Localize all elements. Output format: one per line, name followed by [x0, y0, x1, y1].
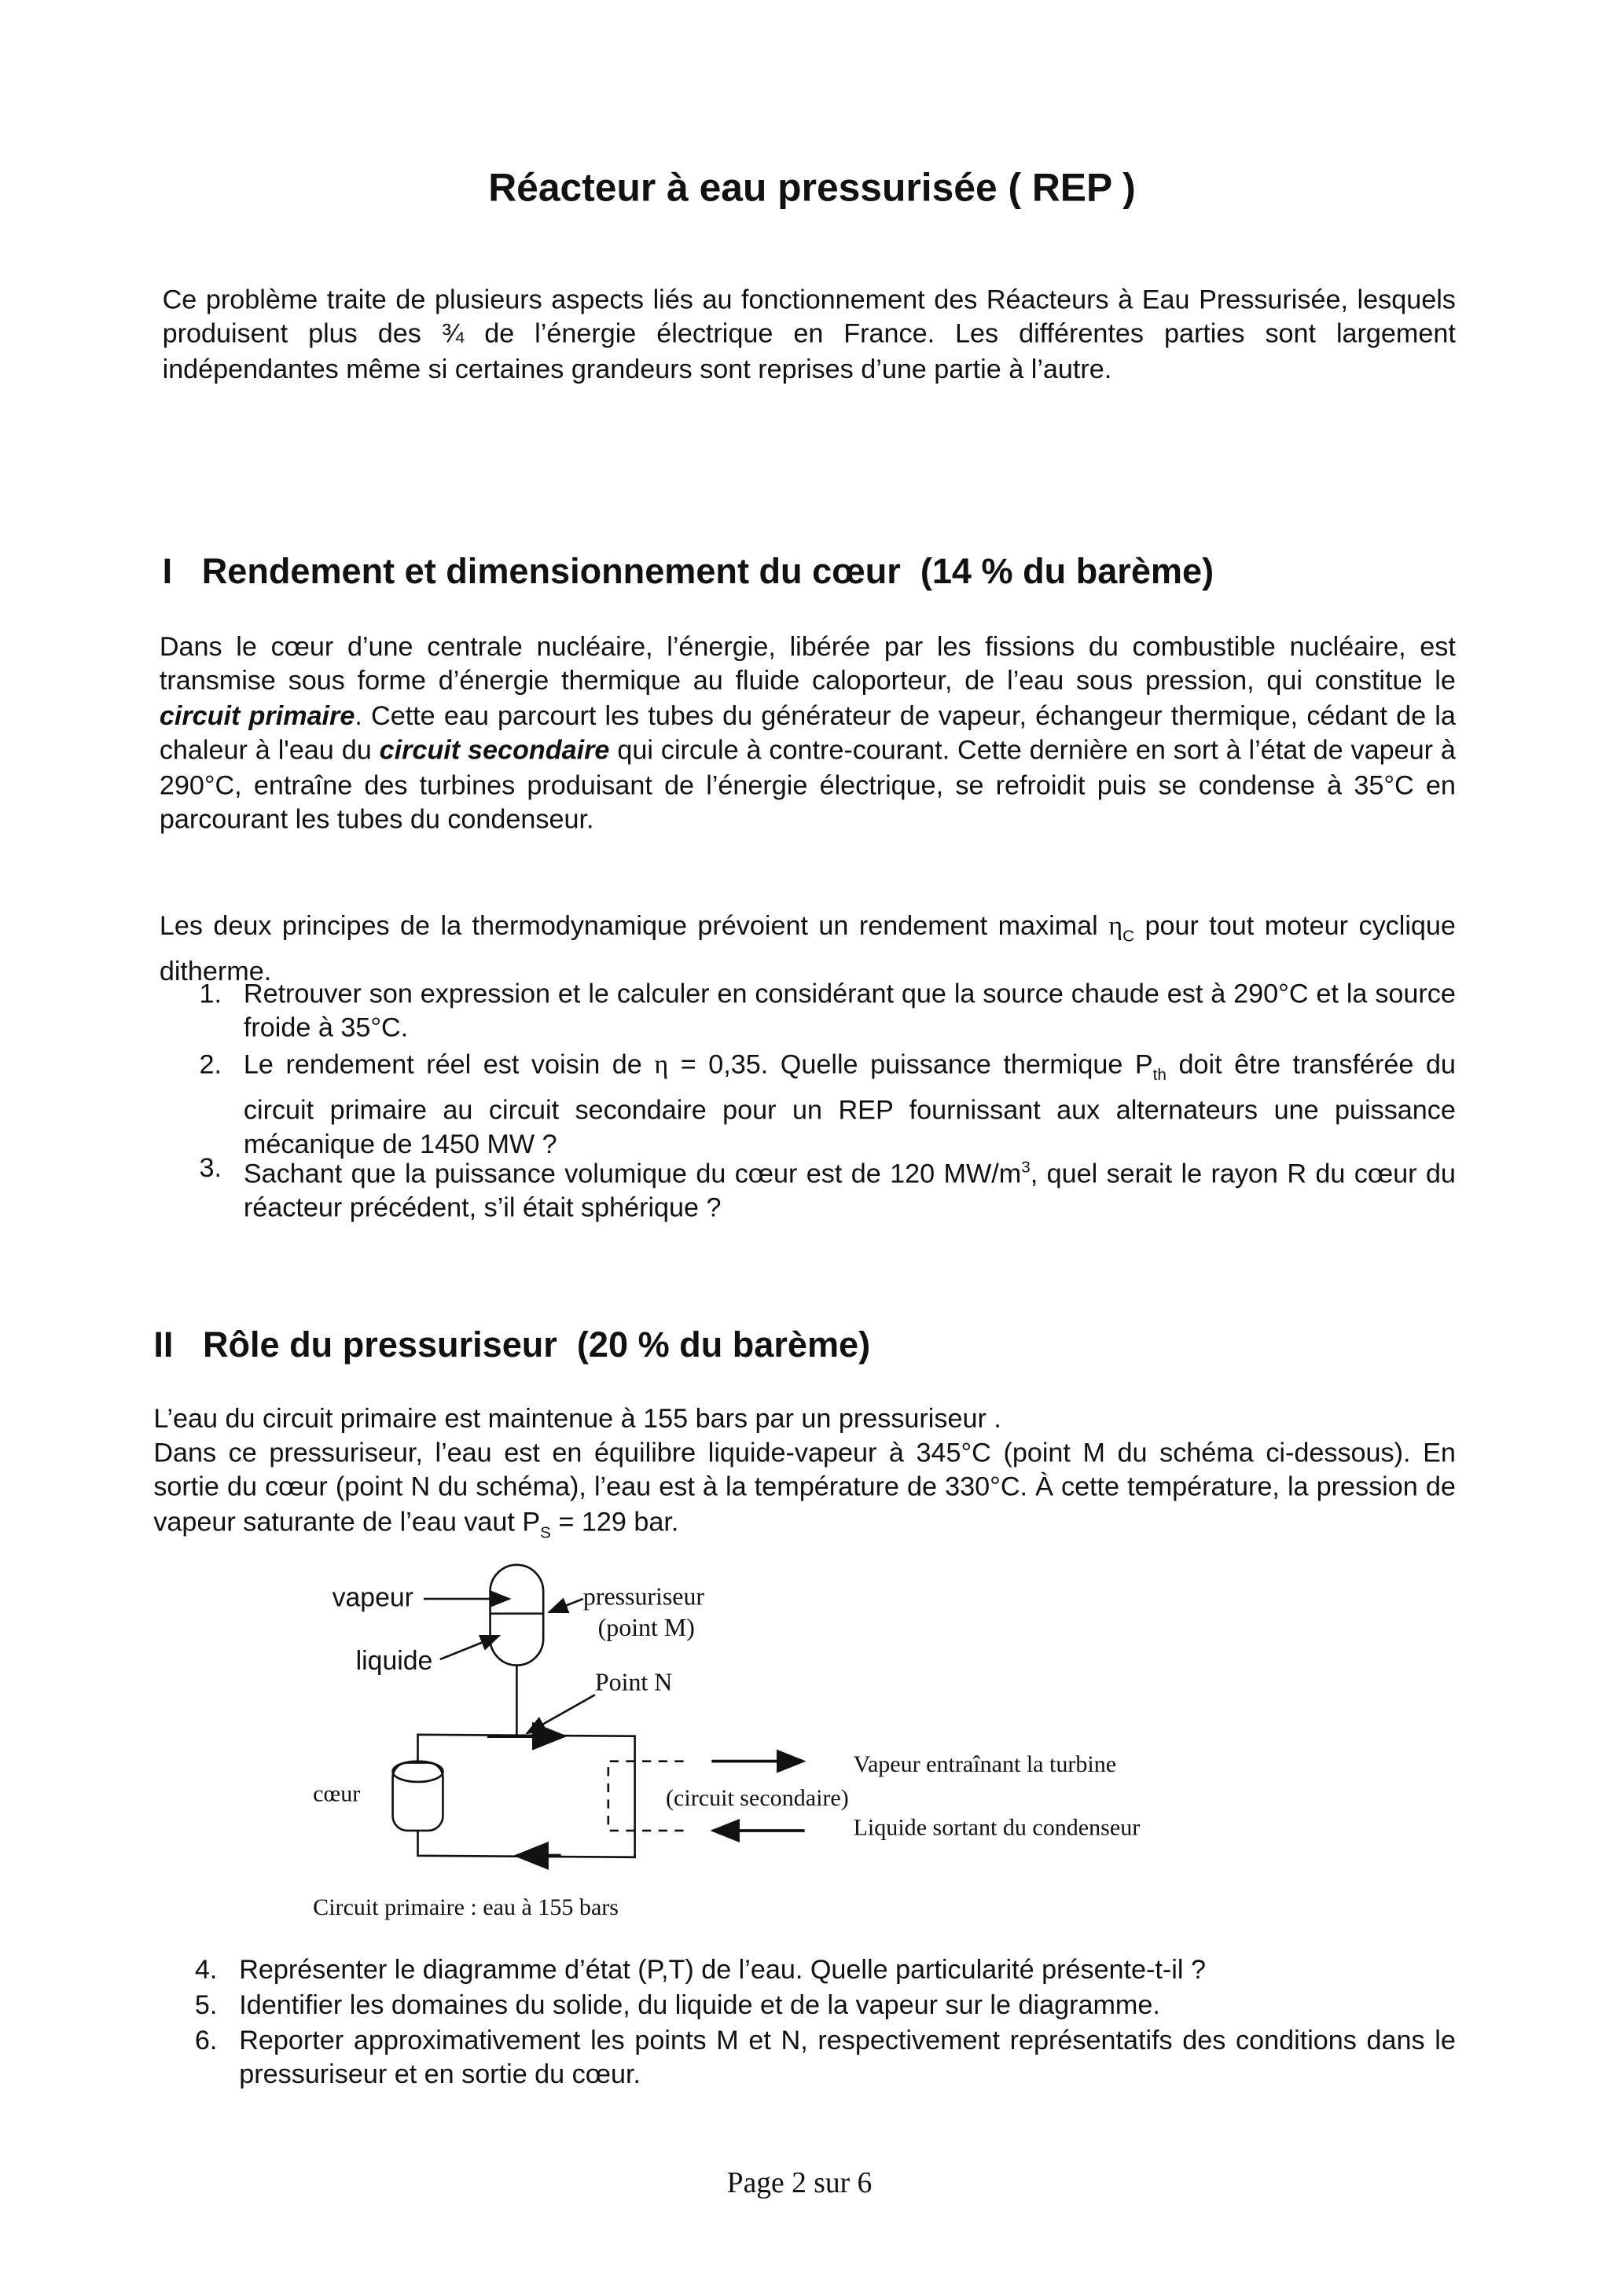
text: Le rendement réel est voisin de	[243, 1049, 655, 1079]
question-6	[195, 2024, 1456, 2095]
text: Dans le cœur d’une centrale nucléaire, l’énergie, libérée par les fissions du combustible nucléaire, est transmise sous forme d’énergie thermique au fluide caloporteur, de l’eau sous pression, qui constitue le	[159, 631, 1456, 696]
label-vapeur-turbine: Vapeur entraînant la turbine	[853, 1750, 1117, 1777]
question-number: 6.	[194, 2025, 218, 2055]
question-text: Reporter approximativement les points M et N, respectivement représentatifs des conditions dans le pressuriseur et en sortie du cœur.	[239, 2025, 1456, 2090]
superscript: 3	[1021, 1159, 1031, 1177]
text: pour tout moteur cyclique ditherme.	[159, 910, 1456, 986]
intro-paragraph: Ce problème traite de plusieurs aspects liés au fonctionnement des Réacteurs à Eau Pressurisée, lesquels produisent plus des ¾ de l’énergie électrique en France. Les différentes parties sont largement indépendantes même si certaines grandeurs sont reprises d’une partie à l’autre.	[162, 285, 1456, 384]
text: = 0,35. Quelle puissance thermique P	[668, 1049, 1153, 1079]
question-number: 2.	[199, 1049, 222, 1079]
text: Sachant que la puissance volumique du cœur est de 120 MW/m	[243, 1159, 1022, 1189]
text: Dans ce pressuriseur, l’eau est en équilibre liquide-vapeur à 345°C (point M du schéma ci-dessous). En sortie du cœur (point N du schéma), l’eau est à la température de 330°C. À cette température, la pression de vapeur saturante de l’eau vaut P	[153, 1438, 1456, 1537]
primary-circuit-loop	[418, 1735, 635, 1857]
page-number: Page 2 sur 6	[726, 2167, 873, 2200]
label-point-m: (point M)	[597, 1614, 695, 1642]
label-liquide: liquide	[355, 1646, 433, 1677]
emphasis-circuit-primaire: circuit primaire	[159, 700, 355, 731]
text: doit être transférée du circuit primaire au circuit secondaire pour un REP fournissant aux alternateurs une puissance mécanique de 1450 MW ?	[243, 1049, 1456, 1160]
question-number: 4.	[194, 1954, 218, 1985]
liquide-arrow	[440, 1636, 499, 1659]
text: . Cette eau parcourt les tubes du générateur de vapeur, échangeur thermique, cédant de la chaleur à l'eau du	[159, 700, 1456, 766]
label-liquide-condenseur: Liquide sortant du condenseur	[853, 1813, 1141, 1841]
question-number: 1.	[199, 979, 222, 1008]
question-number: 3.	[199, 1152, 222, 1183]
eta-symbol: η	[654, 1049, 669, 1079]
question-text: Retrouver son expression et le calculer en considérant que la source chaude est à 290°C et la source froide à 35°C.	[243, 979, 1456, 1043]
text: = 129 bar.	[550, 1507, 679, 1537]
subscript: C	[1122, 928, 1135, 946]
question-4	[195, 1953, 1456, 1989]
label-circuit-secondaire: (circuit secondaire)	[666, 1784, 849, 1812]
label-coeur: cœur	[313, 1780, 361, 1807]
subscript: S	[540, 1524, 551, 1542]
eta-symbol: η	[1108, 910, 1123, 941]
question-text: Représenter le diagramme d’état (P,T) de l’eau. Quelle particularité présente-t-il ?	[239, 1954, 1206, 1985]
question-number: 5.	[194, 1989, 218, 2020]
pressuriseur-arrow	[549, 1599, 583, 1612]
pressurizer-vessel	[491, 1565, 544, 1666]
subscript: th	[1152, 1067, 1167, 1085]
text: , quel serait le rayon R du cœur du réacteur précédent, s’il était sphérique ?	[243, 1159, 1456, 1224]
label-point-n: Point N	[594, 1668, 673, 1696]
core-cylinder	[393, 1763, 443, 1831]
page-title: Réacteur à eau pressurisée ( REP )	[488, 165, 1136, 210]
section-2-paragraph-1: L’eau du circuit primaire est maintenue à 155 bars par un pressuriseur .	[153, 1404, 1001, 1434]
diagram-caption: Circuit primaire : eau à 155 bars	[313, 1893, 619, 1920]
label-vapeur: vapeur	[332, 1582, 413, 1613]
text: qui circule à contre-courant. Cette dernière en sort à l’état de vapeur à 290°C, entraîne des turbines produisant de l’énergie électrique, se refroidit puis se condense à 35°C en parcourant les tubes du condenseur.	[159, 735, 1456, 835]
question-5	[195, 1989, 1456, 2024]
emphasis-circuit-secondaire: circuit secondaire	[379, 735, 610, 766]
section-2-heading: II Rôle du pressuriseur (20 % du barème)	[153, 1325, 871, 1366]
section-1-heading: I Rendement et dimensionnement du cœur (14 % du barème)	[162, 552, 1214, 593]
question-text: Identifier les domaines du solide, du liquide et de la vapeur sur le diagramme.	[239, 1989, 1160, 2020]
label-pressuriseur: pressuriseur	[582, 1582, 705, 1611]
text: Les deux principes de la thermodynamique prévoient un rendement maximal	[159, 910, 1109, 941]
point-n-arrow	[527, 1695, 595, 1733]
